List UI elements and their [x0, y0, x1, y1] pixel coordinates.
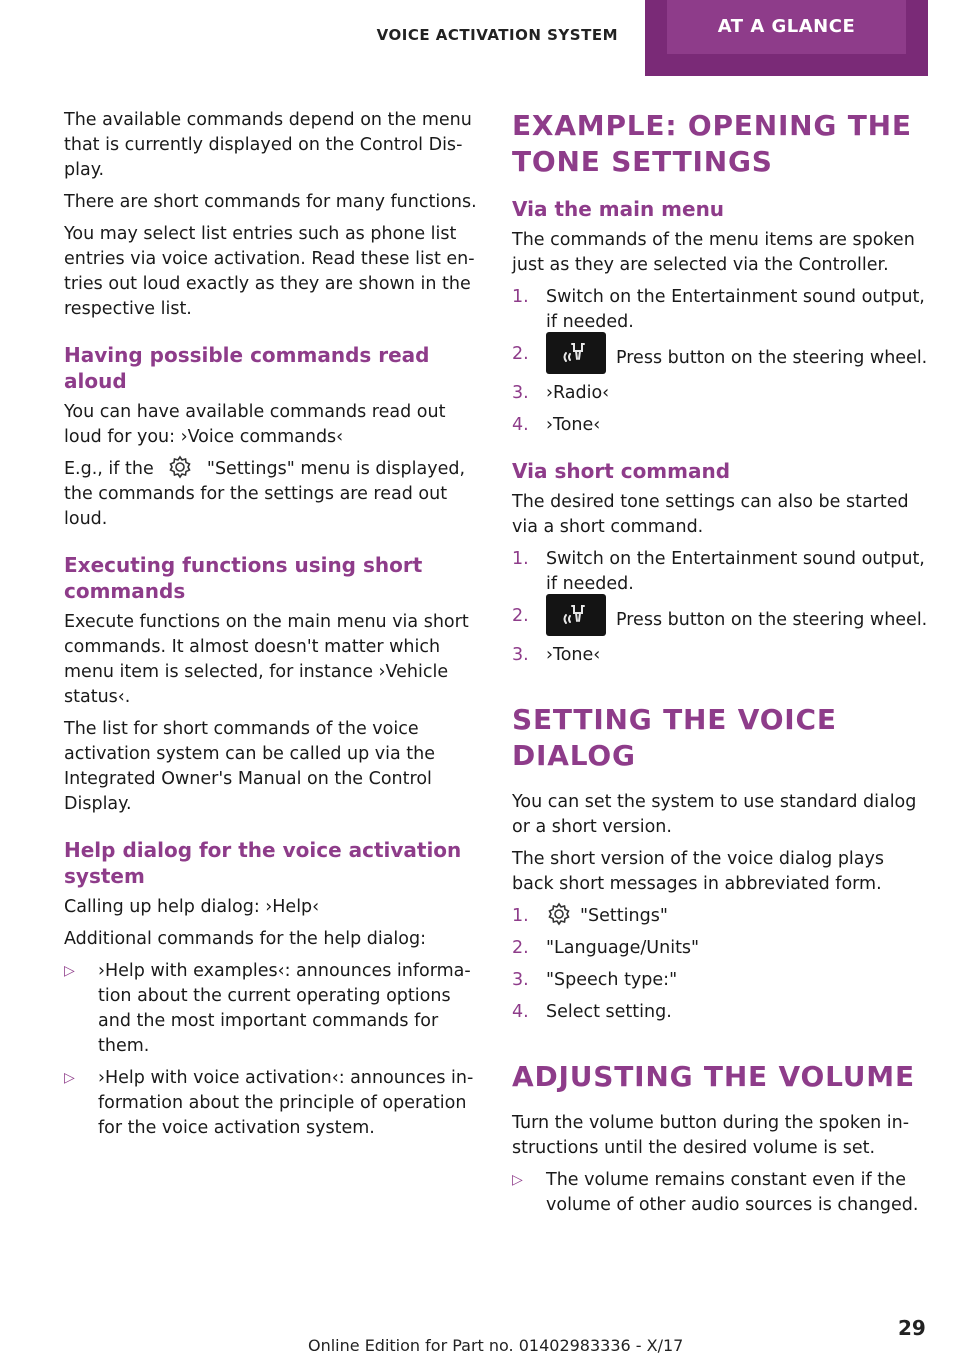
text: E.g., if the	[64, 459, 154, 479]
paragraph: Turn the volume button during the spoken instructions until the desired volume is set.	[512, 1113, 910, 1158]
subheading-via-main-menu: Via the main menu	[512, 197, 725, 221]
list-item: 1. Switch on the Entertainment sound output, if needed.	[512, 549, 925, 594]
list-item: 2. Press button on the steering wheel.	[512, 342, 930, 374]
subheading-read-aloud: Having possible commands read aloud	[64, 343, 430, 393]
footer-edition: Online Edition for Part no. 01402983336 - X/17	[308, 1336, 684, 1355]
section-title: VOICE ACTIVATION SYSTEM	[376, 26, 618, 44]
paragraph: Additional commands for the help dialog:	[64, 929, 427, 949]
bullet-triangle-icon: ▷	[64, 1070, 75, 1086]
text: "Settings" menu is displayed, the commands for the settings are read out loud.	[64, 459, 466, 529]
paragraph: The short version of the voice dialog plays back short messages in abbreviated form.	[512, 849, 884, 894]
section-heading-voice-dialog: SETTING THE VOICE DIALOG	[512, 703, 837, 772]
steps-voice-dialog	[512, 904, 930, 1025]
bullet-triangle-icon: ▷	[64, 963, 75, 979]
settings-gear-icon	[546, 901, 572, 927]
list-item: 4. Select setting.	[512, 1002, 672, 1022]
section-heading-volume: ADJUSTING THE VOLUME	[512, 1060, 915, 1093]
list-item: ▷ The volume remains constant even if the volume of other audio sources is changed.	[512, 1170, 919, 1215]
list-item: 2. "Language/Units"	[512, 938, 700, 958]
steps-main-menu	[512, 285, 930, 438]
voice-button-icon	[546, 332, 606, 374]
subheading-help-dialog: Help dialog for the voice activation system	[64, 838, 462, 888]
paragraph: You may select list entries such as phone list entries via voice activation. Read these list entries out loud exactly as they are shown in the respective list.	[64, 224, 475, 319]
list-item: 2. Press button on the steering wheel.	[512, 604, 930, 636]
bullet-triangle-icon: ▷	[512, 1172, 523, 1188]
paragraph: You can have available commands read out loud for you: ›Voice commands‹	[64, 402, 446, 447]
subheading-via-short-command: Via short command	[512, 459, 731, 483]
paragraph: There are short commands for many functions.	[64, 192, 477, 212]
list-item: 3. ›Tone‹	[512, 645, 601, 665]
help-bullet-list	[64, 959, 480, 1141]
paragraph: You can set the system to use standard dialog or a short version.	[512, 792, 917, 837]
list-item: 3. "Speech type:"	[512, 970, 678, 990]
chapter-tab-label: AT A GLANCE	[667, 0, 906, 54]
paragraph-settings	[64, 457, 480, 532]
voice-button-icon	[546, 594, 606, 636]
paragraph: The list for short commands of the voice activation system can be called up via the Integrated Owner's Manual on the Control Display.	[64, 719, 435, 814]
paragraph: The available commands depend on the menu that is currently displayed on the Control Display.	[64, 110, 472, 180]
list-item: 1. "Settings"	[512, 904, 930, 929]
settings-gear-icon	[167, 454, 193, 480]
section-heading-example: EXAMPLE: OPENING THE TONE SETTINGS	[512, 109, 912, 178]
chapter-tab	[645, 0, 928, 76]
right-column	[512, 108, 930, 1225]
left-column	[64, 108, 480, 1148]
page-number: 29	[898, 1316, 926, 1340]
paragraph: The desired tone settings can also be started via a short command.	[512, 492, 909, 537]
page-header	[0, 0, 960, 80]
list-item: 1. Switch on the Entertainment sound output, if needed.	[512, 287, 925, 332]
steps-short-command	[512, 547, 930, 668]
paragraph: Execute functions on the main menu via short commands. It almost doesn't matter which menu item is selected, for instance ›Vehicle status‹.	[64, 612, 469, 707]
subheading-short-commands: Executing functions using short commands	[64, 553, 423, 603]
list-item: 3. ›Radio‹	[512, 383, 610, 403]
paragraph: Calling up help dialog: ›Help‹	[64, 897, 320, 917]
paragraph: The commands of the menu items are spoken just as they are selected via the Controller.	[512, 230, 915, 275]
list-item: ▷ ›Help with examples‹: announces information about the current operating options and the most important commands for them.	[64, 961, 471, 1056]
list-item: 4. ›Tone‹	[512, 415, 601, 435]
list-item: ▷ ›Help with voice activation‹: announces information about the principle of operation for the voice activation system.	[64, 1068, 474, 1138]
volume-bullet-list	[512, 1168, 930, 1218]
